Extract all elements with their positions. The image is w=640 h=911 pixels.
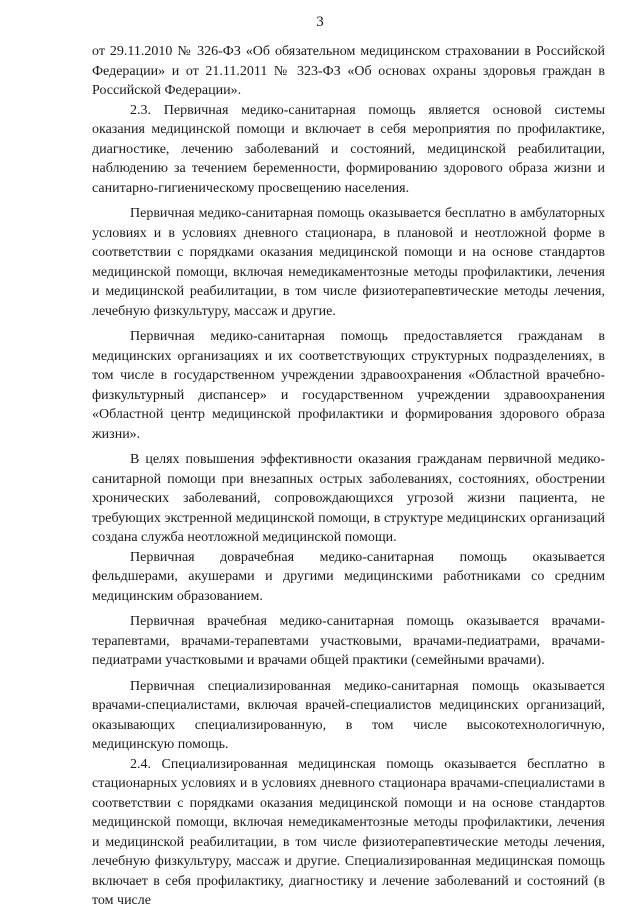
- paragraph-urgent-care-service: В целях повышения эффективности оказания гражданам первичной медико-санитарной помощи при внезапных острых заболеваниях, состояниях, обострении хронических заболеваний, сопровождающихся угрозой жизни пациента, не требующих экстренной медицинской помощи, в структуре медицинских организаций создана служба неотложной медицинской помощи.: [92, 452, 605, 545]
- page-number: 3: [316, 14, 324, 30]
- paragraph-2-4: 2.4. Специализированная медицинская помощь оказывается бесплатно в стационарных условиях и в условиях дневного стационара врачами-специалистами в соответствии с порядками оказания медицинской помощи и на основе стандартов медицинской помощи, включая немедикаментозные методы профилактики, лечения и медицинской реабилитации, в том числе физиотерапевтические методы лечения, лечебную физкультуру, массаж и другие. Специализированная медицинская помощь включает в себя профилактику, диагностику и лечение заболеваний и состояний (в том числе: [92, 756, 605, 908]
- paragraph-primary-care-organizations: Первичная медико-санитарная помощь предоставляется гражданам в медицинских организациях и их соответствующих структурных подразделениях, в том числе в государственном учреждении здравоохранения «Областной врачебно-физкультурный диспансер» и государственном учреждении здравоохранения «Областной центр медицинской профилактики и формирования здорового образа жизни».: [92, 329, 605, 442]
- paragraph-primary-care-free: Первичная медико-санитарная помощь оказывается бесплатно в амбулаторных условиях и в условиях дневного стационара, в плановой и неотложной форме в соответствии с порядками оказания медицинской помощи и на основе стандартов медицинской помощи, включая немедикаментозные методы профилактики, лечения и медицинской реабилитации, в том числе физиотерапевтические методы лечения, лечебную физкультуру, массаж и другие.: [92, 206, 605, 319]
- paragraph-2-3: 2.3. Первичная медико-санитарная помощь является основой системы оказания медицинской помощи и включает в себя мероприятия по профилактике, диагностике, лечению заболеваний и состояний, медицинской реабилитации, наблюдению за течением беременности, формированию здорового образа жизни и санитарно-гигиеническому просвещению населения.: [92, 102, 605, 196]
- document-body: [92, 42, 605, 911]
- paragraph-specialized-primary-care: Первичная специализированная медико-санитарная помощь оказывается врачами-специалистами, включая врачей-специалистов медицинских организаций, оказывающих специализированную, в том числе высокотехнологичную, медицинскую помощь.: [92, 678, 605, 752]
- paragraph-physician-care: Первичная врачебная медико-санитарная помощь оказывается врачами-терапевтами, врачами-терапевтами участковыми, врачами-педиатрами, врачами-педиатрами участковыми и врачами общей практики (семейными врачами).: [92, 614, 605, 668]
- paragraph-pre-physician-care: Первичная доврачебная медико-санитарная помощь оказывается фельдшерами, акушерами и другими медицинскими работниками со средним медицинским образованием.: [92, 549, 605, 604]
- paragraph-intro-continuation: от 29.11.2010 № 326-ФЗ «Об обязательном медицинском страховании в Российской Федерации» и от 21.11.2011 № 323-ФЗ «Об основах охраны здоровья граждан в Российской Федерации».: [92, 44, 605, 98]
